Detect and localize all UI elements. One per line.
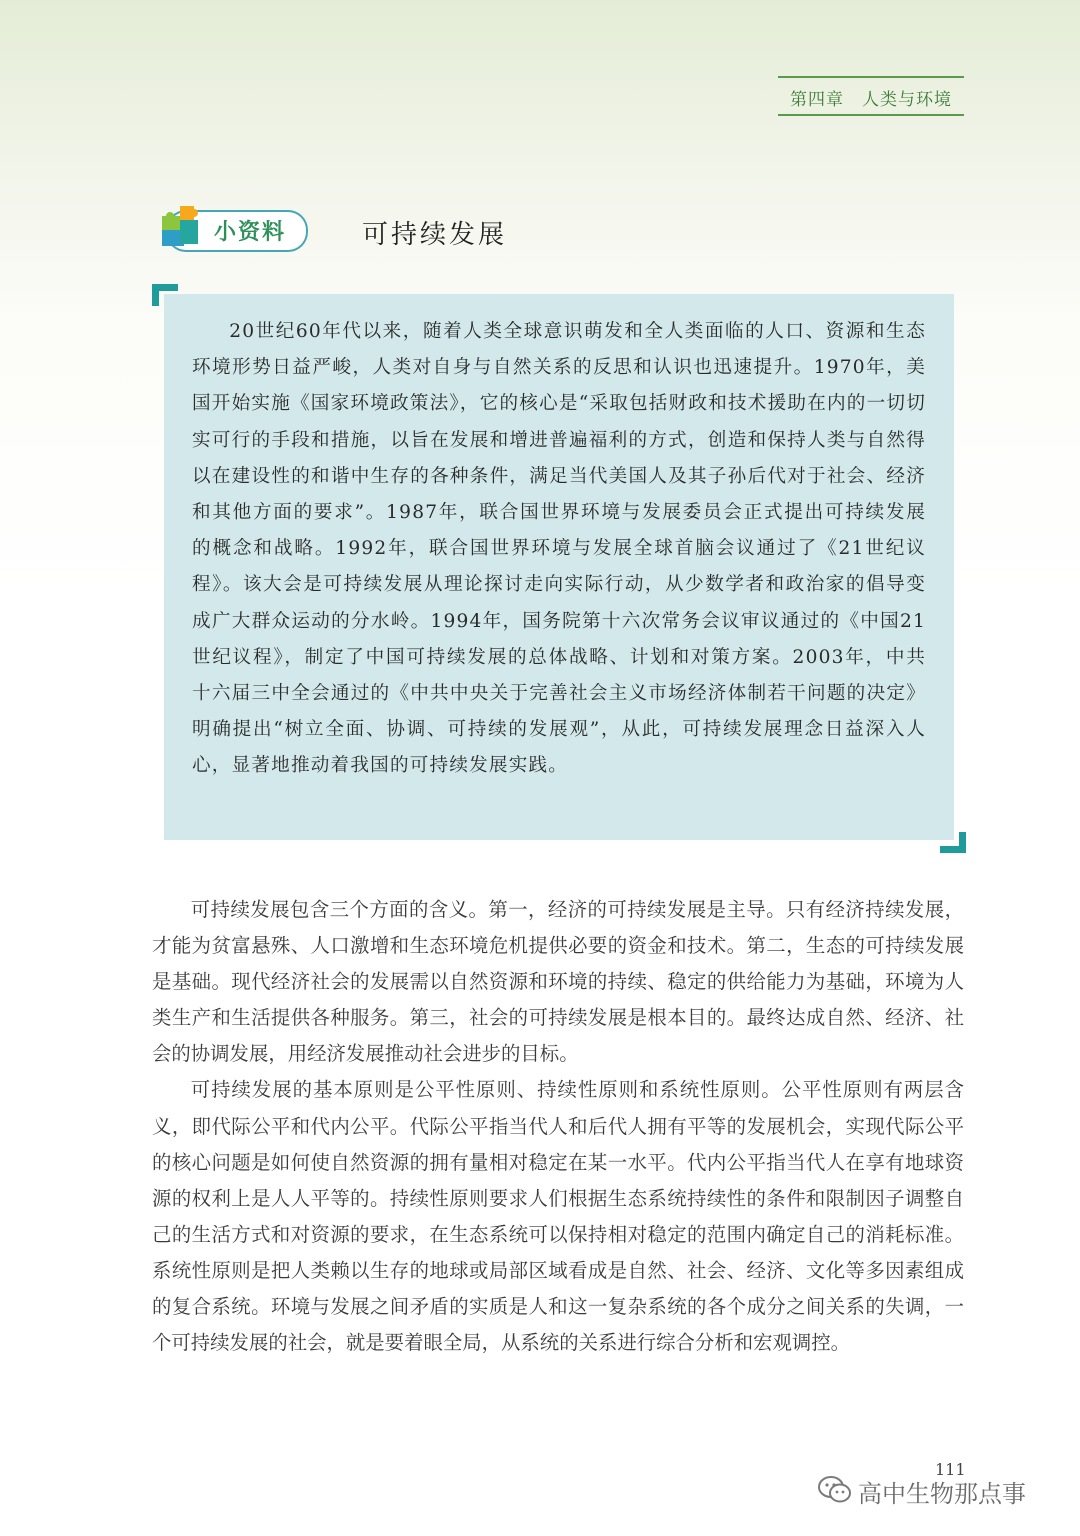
chapter-number: 第四章	[790, 90, 844, 110]
corner-mark-bottom-right-vertical	[959, 832, 966, 853]
body-text	[152, 892, 964, 1361]
header-rule-bottom	[778, 114, 964, 116]
chapter-heading	[778, 85, 964, 110]
watermark-text: 高中生物那点事	[858, 1480, 1026, 1508]
info-badge	[152, 204, 308, 254]
info-box	[164, 294, 954, 840]
section-title: 可持续发展	[362, 220, 508, 250]
corner-mark-top-left-vertical	[152, 284, 159, 306]
wechat-icon	[818, 1476, 852, 1504]
body-paragraph: 可持续发展的基本原则是公平性原则、持续性原则和系统性原则。公平性原则有两层含义，即代际公平和代内公平。代际公平指当代人和后代人拥有平等的发展机会，实现代际公平的核心问题是如何使自然资源的拥有量相对稳定在某一水平。代内公平指当代人在享有地球资源的权利上是人人平等的。持续性原则要求人们根据生态系统持续性的条件和限制因子调整自己的生活方式和对资源的要求，在生态系统可以保持相对稳定的范围内确定自己的消耗标准。系统性原则是把人类赖以生存的地球或局部区域看成是自然、社会、经济、文化等多因素组成的复合系统。环境与发展之间矛盾的实质是人和这一复杂系统的各个成分之间关系的失调，一个可持续发展的社会，就是要着眼全局，从系统的关系进行综合分析和宏观调控。	[152, 1078, 964, 1355]
page-number: 111	[935, 1460, 966, 1479]
badge-label: 小资料	[214, 220, 287, 245]
header-rule-top	[778, 76, 964, 78]
chapter-title: 人类与环境	[862, 90, 952, 110]
chapter-header	[778, 76, 964, 116]
info-box-text: 20世纪60年代以来，随着人类全球意识萌发和全人类面临的人口、资源和生态环境形势日益严峻，人类对自身与自然关系的反思和认识也迅速提升。1970年，美国开始实施《国家环境政策法》，它的核心是“采取包括财政和技术援助在内的一切切实可行的手段和措施，以旨在发展和增进普遍福利的方式，创造和保持人类与自然得以在建设性的和谐中生存的各种条件，满足当代美国人及其子孙后代对于社会、经济和其他方面的要求”。1987年，联合国世界环境与发展委员会正式提出可持续发展的概念和战略。1992年，联合国世界环境与发展全球首脑会议通过了《21世纪议程》。该大会是可持续发展从理论探讨走向实际行动，从少数学者和政治家的倡导变成广大群众运动的分水岭。1994年，国务院第十六次常务会议审议通过的《中国21世纪议程》，制定了中国可持续发展的总体战略、计划和对策方案。2003年，中共十六届三中全会通过的《中共中央关于完善社会主义市场经济体制若干问题的决定》明确提出“树立全面、协调、可持续的发展观”，从此，可持续发展理念日益深入人心，显著地推动着我国的可持续发展实践。	[192, 321, 926, 777]
body-paragraph: 可持续发展包含三个方面的含义。第一，经济的可持续发展是主导。只有经济持续发展，才能为贫富悬殊、人口激增和生态环境危机提供必要的资金和技术。第二，生态的可持续发展是基础。现代经济社会的发展需以自然资源和环境的持续、稳定的供给能力为基础，环境为人类生产和生活提供各种服务。第三，社会的可持续发展是根本目的。最终达成自然、经济、社会的协调发展，用经济发展推动社会进步的目标。	[152, 898, 964, 1066]
puzzle-icon	[160, 204, 208, 248]
